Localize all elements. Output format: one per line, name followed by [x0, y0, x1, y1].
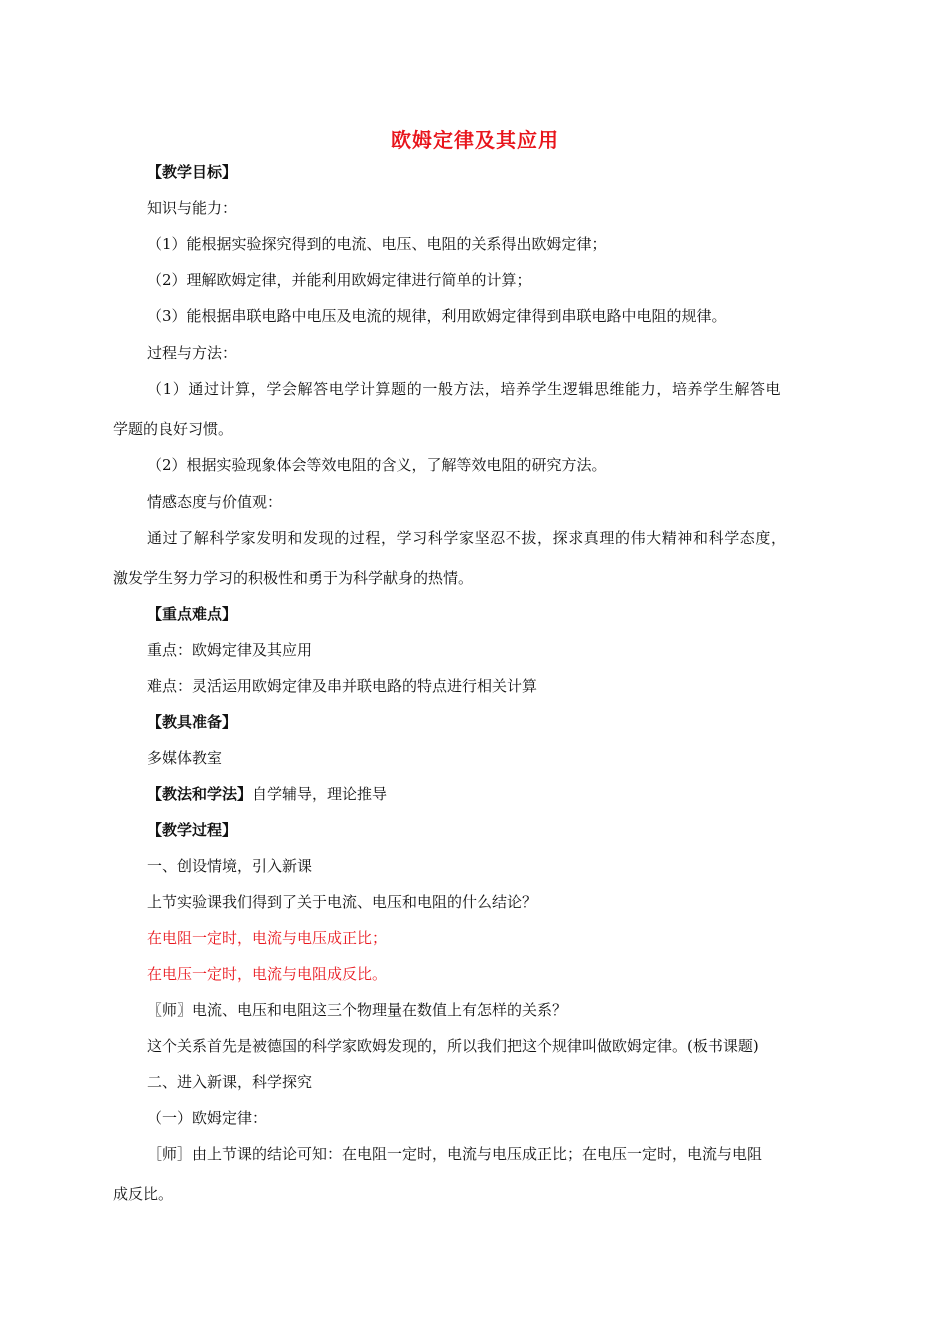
paragraph: 重点：欧姆定律及其应用 [147, 641, 313, 659]
paragraph: 难点：灵活运用欧姆定律及串并联电路的特点进行相关计算 [147, 677, 538, 695]
paragraph: （1）能根据实验探究得到的电流、电压、电阻的关系得出欧姆定律； [147, 235, 607, 253]
method-line [147, 784, 387, 804]
section-heading-equipment: 【教具准备】 [147, 713, 238, 731]
section-heading-key-points: 【重点难点】 [147, 605, 238, 623]
paragraph: （2）根据实验现象体会等效电阻的含义，了解等效电阻的研究方法。 [147, 456, 607, 474]
highlight-conclusion: 在电阻一定时，电流与电压成正比； [147, 929, 388, 947]
section-heading-process: 【教学过程】 [147, 821, 238, 839]
paragraph: 通过了解科学家发明和发现的过程，学习科学家坚忍不拔，探求真理的伟大精神和科学态度， [147, 529, 787, 547]
paragraph: 成反比。 [113, 1185, 174, 1203]
paragraph: 上节实验课我们得到了关于电流、电压和电阻的什么结论？ [147, 893, 538, 911]
paragraph: （3）能根据串联电路中电压及电流的规律，利用欧姆定律得到串联电路中电阻的规律。 [147, 307, 727, 325]
subheading-process: 过程与方法： [147, 344, 238, 362]
highlight-conclusion: 在电压一定时，电流与电阻成反比。 [147, 965, 388, 983]
paragraph: 学题的良好习惯。 [113, 420, 234, 438]
paragraph: 多媒体教室 [147, 749, 223, 767]
step-heading: 二、进入新课，科学探究 [147, 1073, 313, 1091]
paragraph: （1）通过计算，学会解答电学计算题的一般方法，培养学生逻辑思维能力，培养学生解答电 [147, 380, 782, 398]
paragraph: 这个关系首先是被德国的科学家欧姆发现的，所以我们把这个规律叫做欧姆定律。(板书课题) [147, 1037, 759, 1055]
section-heading-objectives: 【教学目标】 [147, 163, 238, 181]
step-heading: 一、创设情境，引入新课 [147, 857, 313, 875]
subheading-attitude: 情感态度与价值观： [147, 493, 283, 511]
paragraph: 自学辅导，理论推导 [252, 785, 388, 803]
paragraph: 〖师〗电流、电压和电阻这三个物理量在数值上有怎样的关系？ [147, 1001, 568, 1019]
paragraph: （2）理解欧姆定律，并能利用欧姆定律进行简单的计算； [147, 271, 532, 289]
section-heading-methods: 【教法和学法】 [147, 785, 253, 803]
document-title: 欧姆定律及其应用 [391, 128, 559, 152]
paragraph: ［师］由上节课的结论可知：在电阻一定时，电流与电压成正比；在电压一定时，电流与电阻 [147, 1145, 763, 1163]
subheading-knowledge: 知识与能力： [147, 199, 238, 217]
paragraph: 激发学生努力学习的积极性和勇于为科学献身的热情。 [113, 569, 474, 587]
subsection-heading: （一）欧姆定律： [147, 1109, 268, 1127]
